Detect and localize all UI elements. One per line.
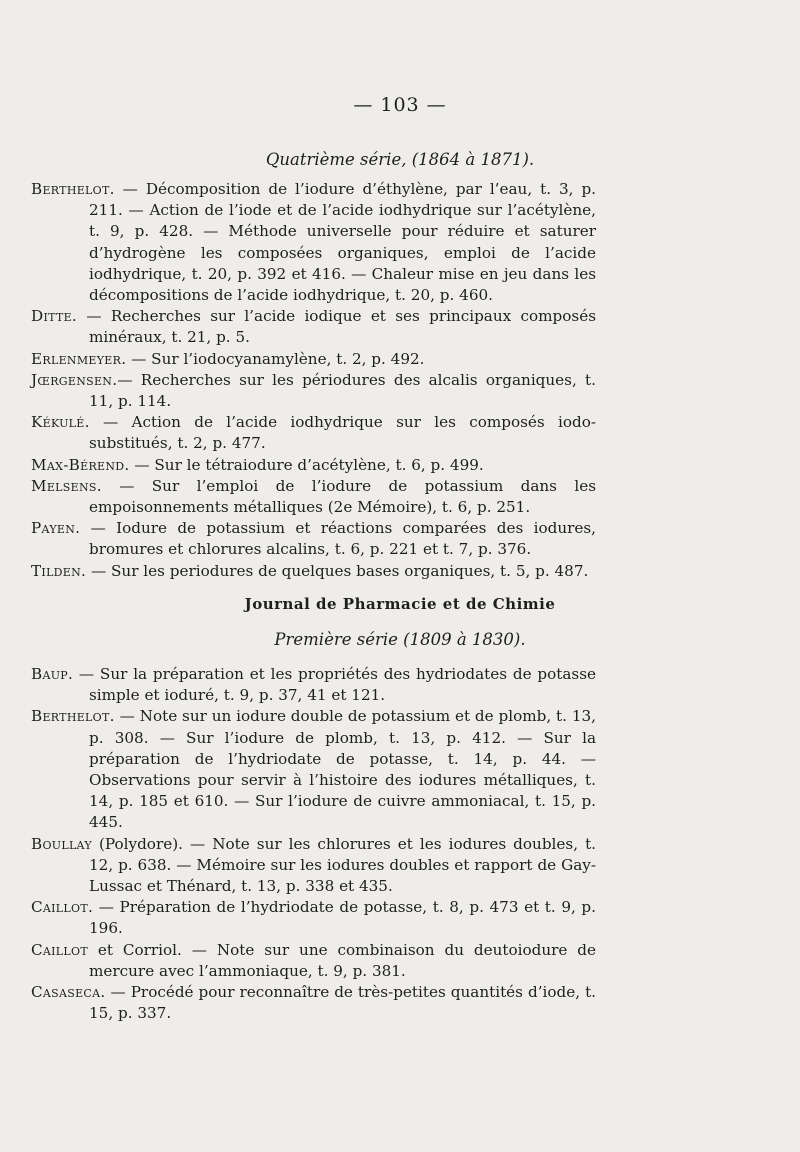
section-title-premiere-serie: Première série (1809 à 1830). xyxy=(274,630,526,649)
entry-text: — Sur l’iodocyanamylène, t. 2, p. 492. xyxy=(126,349,425,368)
entry-payen xyxy=(31,518,596,560)
entry-max-berend xyxy=(31,455,596,476)
entry-author: Erlenmeyer. xyxy=(31,349,127,368)
entry-author: Caillot xyxy=(31,940,88,959)
entry-caillot xyxy=(31,897,596,939)
entries-list-premiere-serie xyxy=(31,664,596,1024)
entry-author: Casaseca. xyxy=(31,983,106,1002)
entry-ditte xyxy=(31,306,596,348)
page-number: — 103 — xyxy=(353,94,447,116)
entry-berthelot xyxy=(31,179,596,306)
entry-text: — Sur le tétraiodure d’acétylène, t. 6, p. 499. xyxy=(129,455,484,474)
entry-text: — Recherches sur l’acide iodique et ses principaux composés minéraux, t. 21, p. 5. xyxy=(77,307,596,347)
entry-text: — Procédé pour reconnaître de très-petites quantités d’iode, t. 15, p. 337. xyxy=(89,983,596,1023)
entry-casaseca xyxy=(31,982,596,1024)
entry-author: Kékulé. xyxy=(31,413,90,432)
entry-text: — Décomposition de l’iodure d’éthylène, par l’eau, t. 3, p. 211. — Action de l’iode et de l’acide iodhydrique sur l’acétylène, t. 9, p. 428. — Méthode universelle pour réduire et saturer d’hydrogène les composées organiques, emploi de l’acide iodhydrique, t. 20, p. 392 et 416. — Chaleur mise en jeu dans les décompositions de l’acide iodhydrique, t. 20, p. 460. xyxy=(89,180,596,305)
entry-text: et Corriol. — Note sur une combinaison du deutoiodure de mercure avec l’ammoniaque, t. 9, p. 381. xyxy=(87,940,596,980)
entry-author: Boullay xyxy=(31,834,92,853)
entry-baup xyxy=(31,664,596,706)
entry-berthelot-pharmacie xyxy=(31,706,596,833)
entries-list-quatrieme-serie xyxy=(31,179,596,582)
entry-tilden xyxy=(31,561,596,582)
journal-heading: Journal de Pharmacie et de Chimie xyxy=(244,595,556,613)
section-title-quatrieme-serie: Quatrième série, (1864 à 1871). xyxy=(265,150,535,169)
entry-author: Jœrgensen. xyxy=(31,370,118,389)
entry-erlenmeyer xyxy=(31,349,596,370)
entry-caillot-corriol xyxy=(31,940,596,982)
entry-melsens xyxy=(31,476,596,518)
entry-text: — Iodure de potassium et réactions comparées des iodures, bromures et chlorures alcalins, t. 6, p. 221 et t. 7, p. 376. xyxy=(80,519,596,559)
entry-author: Berthelot. xyxy=(31,707,115,726)
entry-author: Payen. xyxy=(31,519,81,538)
entry-author: Caillot. xyxy=(31,898,94,917)
entry-text: — Sur les periodures de quelques bases organiques, t. 5, p. 487. xyxy=(86,561,589,580)
entry-author: Berthelot. xyxy=(31,180,115,198)
entry-text: — Action de l’acide iodhydrique sur les composés iodo-substitués, t. 2, p. 477. xyxy=(89,413,596,453)
entry-text: — Note sur un iodure double de potassium et de plomb, t. 13, p. 308. — Sur l’iodure de plomb, t. 13, p. 412. — Sur la préparation de l’hydriodate de potasse, t. 14, p. 44. — Observations pour servir à l’histoire des iodures métalliques, t. 14, p. 185 et 610. — Sur l’iodure de cuivre ammoniacal, t. 15, p. 445. xyxy=(89,707,596,832)
entry-text: (Polydore). — Note sur les chlorures et les iodures doubles, t. 12, p. 638. — Mémoire sur les iodures doubles et rapport de Gay-Lussac et Thénard, t. 13, p. 338 et 435. xyxy=(89,834,596,896)
entry-boullay xyxy=(31,834,596,898)
entry-author: Melsens. xyxy=(31,476,102,495)
entry-author: Tilden. xyxy=(31,561,87,580)
entry-author: Max-Bérend. xyxy=(31,455,130,474)
entry-jorgensen xyxy=(31,370,596,412)
entry-text: — Sur la préparation et les propriétés des hydriodates de potasse simple et ioduré, t. 9, p. 37, 41 et 121. xyxy=(73,665,596,705)
entry-author: Ditte. xyxy=(31,307,78,326)
entry-author: Baup. xyxy=(31,665,74,683)
entry-text: — Préparation de l’hydriodate de potasse, t. 8, p. 473 et t. 9, p. 196. xyxy=(89,898,596,938)
entry-kekule xyxy=(31,412,596,454)
entry-text: — Sur l’emploi de l’iodure de potassium dans les empoisonnements métalliques (2e Mémoire), t. 6, p. 251. xyxy=(89,476,596,517)
entry-text: — Recherches sur les périodures des alcalis organiques, t. 11, p. 114. xyxy=(89,370,596,411)
